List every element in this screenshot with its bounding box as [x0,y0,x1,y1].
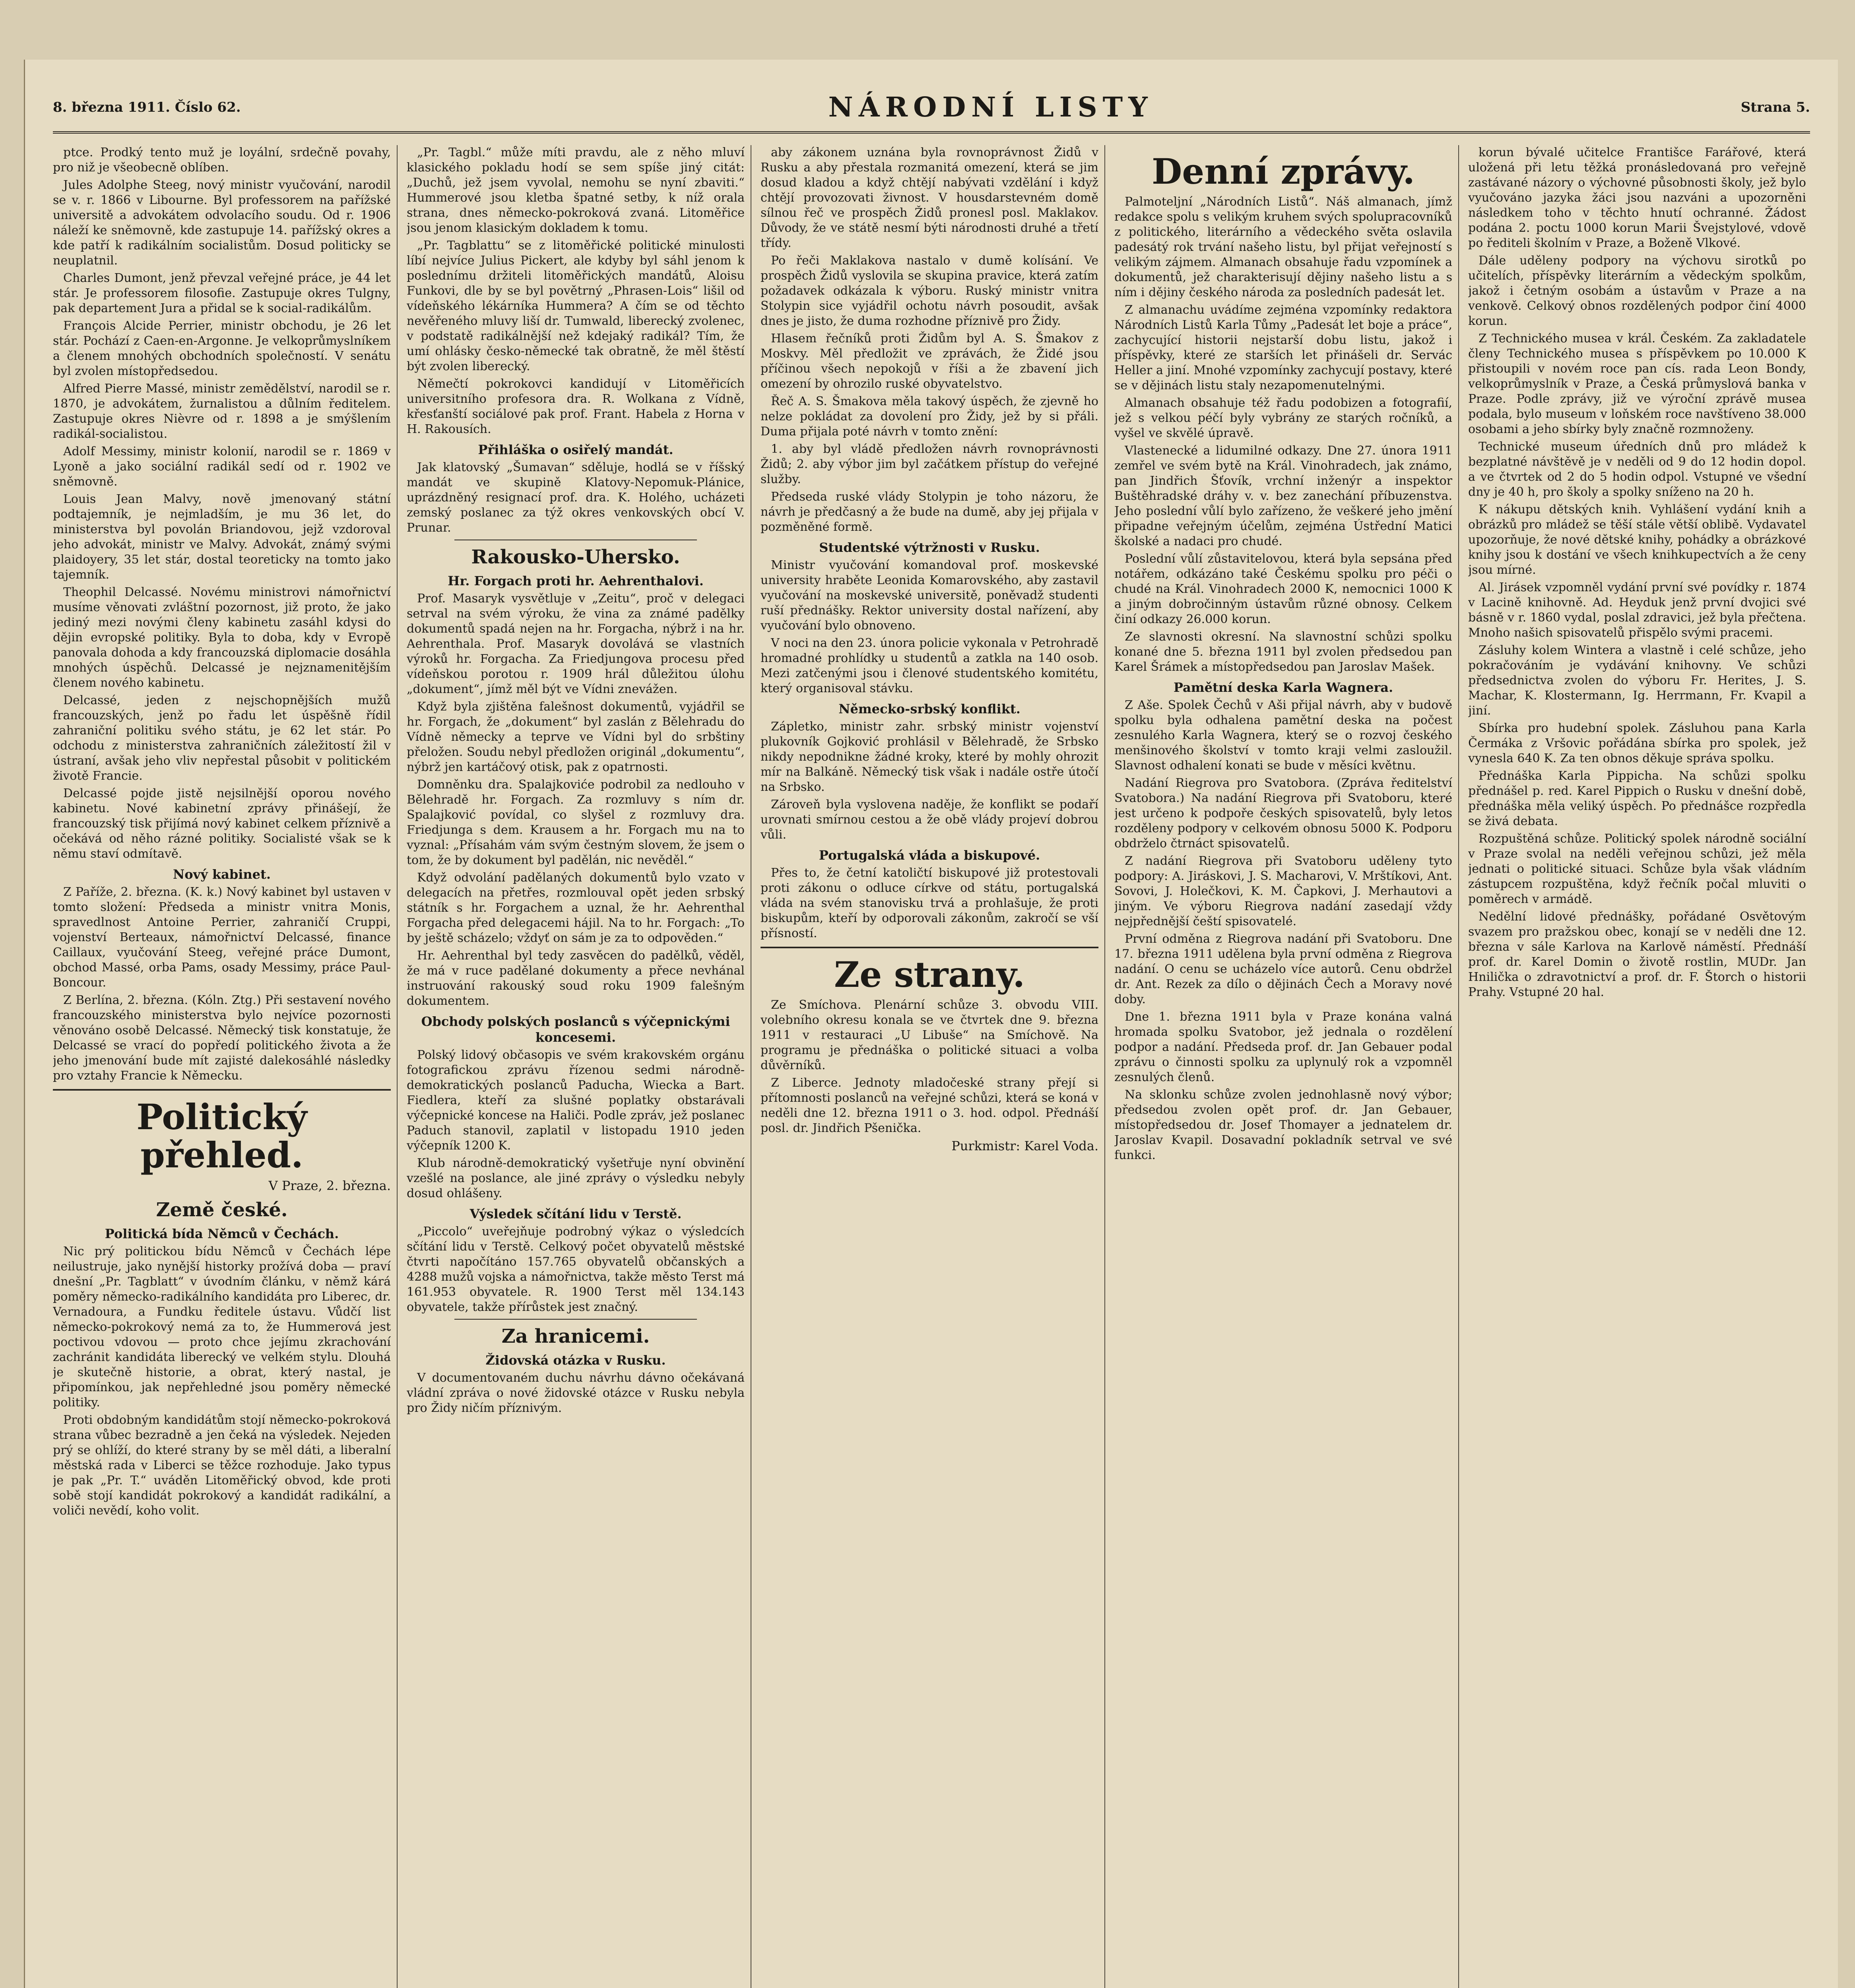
article-heading: Židovská otázka v Rusku. [485,1353,666,1368]
article-heading: Přihláška o osiřelý mandát. [478,442,673,457]
section-title: Politický přehled. [136,1096,307,1176]
divider [454,1319,697,1320]
paragraph: Polský lidový občasopis ve svém krakovském orgánu fotografickou zprávu řízenou sedmi národně-demokratických poslanců Paducha, Wiecka a Bart. Fiedlera, kteří za slušné poplatky obstarávali výčepnické koncese na Haliči. Podle zpráv, jež poslanec Paduch stanovil, zaplatil v listopadu 1910 jeden výčepník 1200 K. [407,1048,745,1153]
section-heading: Nový kabinet. [173,867,271,882]
article-heading: Portugalská vláda a biskupové. [819,848,1040,863]
paragraph: Sbírka pro hudební spolek. Zásluhou pana Karla Čermáka z Vršovic pořádána sbírka pro spolek, jež vynesla 640 K. Za ten obnos děkuje správa spolku. [1468,721,1806,765]
paragraph: Klub národně-demokratický vyšetřuje nyní obvinění vzešlé na poslance, ale jiné zprávy o výsledku nebyly dosud ohlášeny. [407,1156,745,1200]
paragraph: Delcassé, jeden z nejschopnějších mužů francouzských, jenž po řadu let úspěšně řídil zahraniční politiku svého státu, je 62 let stár. Po odchodu z ministerstva zahraničních záležitostí žil v ústraní, avšak jeho vliv nepřestal působit v politickém životě Francie. [53,693,391,783]
column-4 [1114,145,1452,1988]
paragraph: Nic prý politickou bídu Němců v Čechách lépe neilustruje, jako nynější historky prožívá doba — praví dnešní „Pr. Tagblatt“ v úvodním článku, v němž kárá poměry německo-radikálního kandidáta pro Liberec, dr. Vernadoura, a Fundku ředitele ústavu. Vůdčí list německo-pokrokový nemá za to, že Hummerová jest poctivou vdovou — proto chce jejímu zkrachování zachránit kandidáta liberecký ve velkém stylu. Dlouhá je skutečně historie, a obrat, který nastal, je připomínkou, jak nepřehledné jsou poměry německé politiky. [53,1244,391,1409]
paragraph: „Pr. Tagblattu“ se z litoměřické politické minulosti líbí nejvíce Julius Pickert, ale kdyby byl sáhl jenom k poslednímu držiteli litoměřických mandátů, Aloisu Funkovi, dle by se byl povětrný „Phrasen-Lois“ lišil od vídeňského lékárníka Hummera? A čím se od těchto nevěřeného mluvy liší dr. Tumwald, liberecký zvolenec, v podstatě radikálnější než kdejaký radikál? Tím, že umí ohlásky česko-německé tak obratně, že měl štěstí být zvolen liberecký. [407,239,745,373]
paragraph: Předseda ruské vlády Stolypin je toho názoru, že návrh je předčasný a že bude na dumě, aby jej přijala v pozměněné formě. [761,490,1098,534]
paragraph: Zápletko, ministr zahr. srbský ministr vojenství plukovník Gojković prohlásil v Bělehradě, že Srbsko nikdy nepodnikne žádné kroky, které by mohly ohrozit mír na Balkáně. Německý tisk však i nadále ostře útočí na Srbsko. [761,720,1098,794]
article-heading: Německo-srbský konflikt. [838,701,1021,716]
page-number: Strana 5. [1741,99,1810,115]
column-3 [761,145,1098,1988]
masthead-title: NÁRODNÍ LISTY [828,91,1153,123]
divider [761,947,1098,948]
paragraph: Adolf Messimy, ministr kolonií, narodil se r. 1869 v Lyoně a jako sociální radikál sedí od r. 1902 ve sněmovně. [53,445,391,489]
article-heading: Politická bída Němců v Čechách. [105,1226,339,1241]
paragraph: Zároveň byla vyslovena naděje, že konflikt se podaří urovnati smírnou cestou a že obě vlády projeví dobrou vůli. [761,798,1098,842]
paragraph: Přednáška Karla Pippicha. Na schůzi spolku přednášel p. red. Karel Pippich o Rusku v dnešní době, přednáška měla veliký úspěch. Po přednášce rozpředla se živá debata. [1468,769,1806,828]
dateline: V Praze, 2. března. [268,1178,391,1193]
paragraph: Jak klatovský „Šumavan“ sděluje, hodlá se v říšský mandát ve skupině Klatovy-Nepomuk-Plánice, uprázdněný resignací prof. dra. K. Holého, ucházeti zemský poslanec za týž okres venkovských obcí V. Prunar. [407,460,745,535]
section-title: Denní zprávy. [1151,151,1415,192]
paragraph: Delcassé pojde jistě nejsilnější oporou nového kabinetu. Nové kabinetní zprávy přinášejí, že francouzský tisk přijímá nový kabinet celkem příznivě a očekává od něho rázné politiky. Socialisté však se k němu staví odmítavě. [53,786,391,861]
paragraph: K nákupu dětských knih. Vyhlášení vydání knih a obrázků pro mládež se těší stále větší oblibě. Vydavatel upozorňuje, že nové dětské knihy, pohádky a obrázkové knihy jsou k dostání ve všech knihkupectvích a že ceny jsou mírné. [1468,503,1806,577]
column-rule [1458,145,1459,1988]
paragraph: Z Paříže, 2. března. (K. k.) Nový kabinet byl ustaven v tomto složení: Předseda a ministr vnitra Monis, spravedlnost Antoine Perrier, zahraničí Cruppi, vojenství Berteaux, námořnictví Delcassé, finance Caillaux, vyučování Steeg, veřejné práce Dumont, obchod Massé, orba Pams, osady Messimy, práce Paul-Boncour. [53,885,391,990]
issue-date: 8. března 1911. Číslo 62. [53,99,241,115]
paragraph: Z Aše. Spolek Čechů v Aši přijal návrh, aby v budově spolku byla odhalena pamětní deska na počest zesnulého Karla Wagnera, který se o rozvoj českého menšinového školství v tomto kraji velmi zasloužil. Slavnost odhalení konati se bude v měsíci květnu. [1114,698,1452,773]
paragraph: Dne 1. března 1911 byla v Praze konána valná hromada spolku Svatobor, jež jednala o rozdělení podpor a nadání. Předseda prof. dr. Jan Gebauer podal zprávu o činnosti spolku za uplynulý rok a vzpomněl zesnulých členů. [1114,1010,1452,1084]
paragraph: Hr. Aehrenthal byl tedy zasvěcen do padělků, věděl, že má v ruce padělané dokumenty a přece nevhánal instruování rakouský soud roku 1909 falešným dokumentem. [407,949,745,1008]
paragraph: Domněnku dra. Spalajkoviće podrobil za nedlouho v Bělehradě hr. Forgach. Za rozmluvy s ním dr. Spalajković povídal, co slyšel z rozmluvy dra. Friedjunga s dem. Krausem a hr. Forgach mu na to vyznal: „Přísahám vám svým čestným slovem, že jsem o tom, že by dokument byl padělán, nic nevěděl.“ [407,778,745,867]
paragraph: Z Technického musea v král. Českém. Za zakladatele členy Technického musea s příspěvkem po 10.000 K přistoupili v novém roce pan cís. rada Leon Bondy, velkoprůmyslník v Praze, a Česká průmyslová banka v Praze. Podle zprávy, již ve výroční zprávě musea podala, bylo museum v loňském roce navštíveno 38.000 osobami a jeho sbírky byly značně rozmnoženy. [1468,332,1806,436]
paragraph: Nedělní lidové přednášky, pořádané Osvětovým svazem pro pražskou obec, konají se v neděli dne 12. března v sále Karlova na Karlově náměstí. Přednáší prof. dr. Karel Domin o životě rostlin, MUDr. Jan Hnilička o zdravotnictví a prof. dr. F. Štorch o historii Prahy. Vstupné 20 hal. [1468,910,1806,999]
column-1 [53,145,391,1988]
column-2 [407,145,745,1988]
paragraph: Němečtí pokrokovci kandidují v Litoměřicích universitního profesora dra. R. Wolkana z Vídně, křesťanští sociálové pak prof. Frant. Habela z Horna v H. Rakousích. [407,377,745,436]
page-header [53,83,1810,134]
newspaper-page [24,60,1838,1988]
article-heading: Studentské výtržnosti v Rusku. [819,540,1040,555]
section-title: Rakousko-Uhersko. [471,546,680,568]
paragraph: Z nadání Riegrova při Svatoboru uděleny tyto podpory: A. Jiráskovi, J. S. Macharovi, V. Mrštíkovi, Ant. Sovovi, J. Holečkovi, K. M. Čapkovi, J. Merhautovi a jiným. Ve výboru Riegrova nadání zasedají vždy nejpřednější čeští spisovatelé. [1114,854,1452,928]
paragraph: Řeč A. S. Šmakova měla takový úspěch, že zjevně ho nelze pokládat za dovolení pro Židy, jež by si přáli. Duma přijala poté návrh v tomto znění: [761,394,1098,439]
article-heading: Pamětní deska Karla Wagnera. [1173,680,1393,695]
paragraph: Když byla zjištěna falešnost dokumentů, vyjádřil se hr. Forgach, že „dokument“ byl zaslán z Bělehradu do Vídně německy a teprve ve Vídni byl do srbštiny přeložen. Soudu nebyl předložen originál „dokumentu“, nýbrž jen kartáčový otisk, pak z opatrnosti. [407,700,745,774]
paragraph: Al. Jirásek vzpomněl vydání první své povídky r. 1874 v Lacině knihovně. Ad. Heyduk jenž první dvojici své básně v r. 1860 vydal, poslal zdravici, jež byla přečtena. Mnoho našich spisovatelů přispělo svými pracemi. [1468,580,1806,640]
paragraph: Po řeči Maklakova nastalo v dumě kolísání. Ve prospěch Židů vyslovila se skupina pravice, která zatím požadavek odkázala k výboru. Ruský ministr vnitra Stolypin sice vyjádřil ochotu návrh posoudit, avšak dnes je jisto, že duma rozhodne příznivě pro Židy. [761,254,1098,328]
paragraph: Nadání Riegrova pro Svatobora. (Zpráva ředitelství Svatobora.) Na nadání Riegrova při Svatoboru, které jest určeno k podpoře českých spisovatelů, byly letos rozděleny podpory v celkovém obnosu 5000 K. Podporu obdrželo čtrnáct spisovatelů. [1114,776,1452,850]
paragraph: Přes to, že četní katoličtí biskupové již protestovali proti zákonu o odluce církve od státu, portugalská vláda na svém stanovisku trvá a prohlašuje, že proti biskupům, kteří by odporovali zákonům, zakročí se vší přísností. [761,866,1098,940]
paragraph: Ze Smíchova. Plenární schůze 3. obvodu VIII. volebního okresu konala se ve čtvrtek dne 9. března 1911 v restauraci „U Libuše“ na Smíchově. Na programu je přednáška o politické situaci a volba důvěrníků. [761,998,1098,1072]
paragraph: „Piccolo“ uveřejňuje podrobný výkaz o výsledcích sčítání lidu v Terstě. Celkový počet obyvatelů městské čtvrti napočítáno 157.765 obyvatelů občanských a 4288 mužů vojska a námořnictva, takže město Terst má 161.953 obyvatele. R. 1900 Terst měl 134.143 obyvatele, takže přírůstek jest značný. [407,1225,745,1314]
column-rule [1104,145,1105,1988]
signature: Purkmistr: Karel Voda. [951,1138,1098,1153]
paragraph: François Alcide Perrier, ministr obchodu, je 26 let stár. Pochází z Caen-en-Argonne. Je velkoprůmyslníkem a členem mnohých obchodních společností. V senátu byl zvolen místopředsedou. [53,319,391,378]
paragraph: První odměna z Riegrova nadání při Svatoboru. Dne 17. března 1911 udělena byla první odměna z Riegrova nadání. O cenu se ucházelo více autorů. Cenu obdržel dr. Ant. Rezek za dílo o dějinách Čech a Moravy nové doby. [1114,932,1452,1006]
paragraph: Theophil Delcassé. Novému ministrovi námořnictví musíme věnovati zvláštní pozornost, již proto, že jako jediný mezi novými členy kabinetu zasáhl kdysi do dějin evropské politiky. Byla to doba, kdy v Evropě panovala dohoda a kdy francouzská diplomacie dosáhla mnohých úspěchů. Delcassé je nejznamenitějším členem nového kabinetu. [53,585,391,690]
paragraph: Rozpuštěná schůze. Politický spolek národně sociální v Praze svolal na neděli veřejnou schůzi, jež měla jednati o politické situaci. Schůze byla však vládním zástupcem rozpuštěna, když řečník počal mluviti o poměrech v armádě. [1468,832,1806,906]
article-heading: Výsledek sčítání lidu v Terstě. [470,1206,682,1221]
paragraph: V noci na den 23. února policie vykonala v Petrohradě hromadné prohlídky u studentů a zatkla na 140 osob. Mezi zatčenými jsou i členové studentského komitétu, který organisoval stávku. [761,636,1098,695]
paragraph: korun bývalé učitelce Františce Farářové, která uložená při letu těžká pronásledovaná pro veřejně zastávané názory o výchovné působnosti školy, jež bylo vyučováno jazyka žáci jsou nazváni a upozorněni následkem toho v těchto hnutí ochranné. Žádost podána 2. poctu 1000 korun Marii Švejstylové, vdově po řediteli školním v Praze, a Boženě Vlkové. [1468,146,1806,250]
paragraph: Z almanachu uvádíme zejména vzpomínky redaktora Národních Listů Karla Tůmy „Padesát let boje a práce“, zachycující historii nejstarší dobu listu, jakož i příspěvky, které ze starších let přinášeli dr. Servác Heller a jiní. Mnohé vzpomínky zachycují postavy, které se v dějinách listu staly nezapomenutelnými. [1114,303,1452,392]
paragraph: Vlastenecké a lidumilné odkazy. Dne 27. února 1911 zemřel ve svém bytě na Král. Vinohradech, jak známo, pan Jindřich Šťovík, vrchní inženýr a inspektor Buštěhradské dráhy v. v. bez zanechání příbuzenstva. Jeho poslední vůlí bylo zařízeno, že veškeré jeho jmění připadne veřejným účelům, zejména Ústřední Matici školské a nadaci pro chudé. [1114,444,1452,548]
paragraph: Když odvolání padělaných dokumentů bylo vzato v delegacích na přetřes, rozmlouval opět jeden srbský státník s hr. Forgachem a uznal, že hr. Aehrenthal Forgacha před delegacemi hájil. Na to hr. Forgach: „To by ještě scházelo; vždyť on sám je za to odpověden.“ [407,871,745,945]
section-title: Za hranicemi. [501,1325,650,1347]
article-heading: Obchody polských poslanců s výčepnickými koncesemi. [421,1014,730,1045]
paragraph: Z Berlína, 2. března. (Kóln. Ztg.) Při sestavení nového francouzského ministerstva bylo nejvíce pozornosti věnováno osobě Delcassé. Německý tisk konstatuje, že Delcassé se vrací do popředí politického života a že jeho jmenování bude mít zajisté dalekosáhlé následky pro vztahy Francie k Německu. [53,993,391,1083]
paragraph: Hlasem řečníků proti Židům byl A. S. Šmakov z Moskvy. Měl předložit ve zprávách, že Židé jsou příčinou všech nepokojů v říši a že zbavení jich omezení by ohrozilo ruské obyvatelstvo. [761,332,1098,391]
paragraph: Ze slavnosti okresní. Na slavnostní schůzi spolku konané dne 5. března 1911 byl zvolen předsedou pan Karel Šrámek a místopředsedou pan Jaroslav Mašek. [1114,630,1452,674]
paragraph: Na sklonku schůze zvolen jednohlasně nový výbor; předsedou zvolen opět prof. dr. Jan Gebauer, místopředsedou dr. Josef Thomayer a jednatelem dr. Jaroslav Kvapil. Dosavadní pokladník setrval ve své funkci. [1114,1088,1452,1162]
column-rule [397,145,398,1988]
paragraph: „Pr. Tagbl.“ může míti pravdu, ale z něho mluví klasického pokladu hodí se sem spíše jiný citát: „Duchů, jež jsem vyvolal, nemohu se nyní zbaviti.“ Hummerové jsou kletba špatné setby, k níž orala strana, dnes německo-pokroková zvaná. Litoměřice jsou jenom klasickým dokladem k tomu. [407,146,745,235]
paragraph: Z Liberce. Jednoty mladočeské strany přejí si přítomnosti poslanců na veřejné schůzi, která se koná v neděli dne 12. března 1911 o 3. hod. odpol. Přednáší posl. dr. Jindřich Pšenička. [761,1076,1098,1135]
paragraph: Ministr vyučování komandoval prof. moskevské university hraběte Leonida Komarovského, aby zastavil vyučování na moskevské universitě, poněvadž studenti ruší přednášky. Rektor university dostal nařízení, aby vyučování bylo obnoveno. [761,558,1098,633]
paragraph: Jules Adolphe Steeg, nový ministr vyučování, narodil se v. r. 1866 v Libourne. Byl professorem na pařížské universitě a advokátem odvolacího soudu. Od r. 1906 náleží ke sněmovně, kde zastupuje 14. pařížský okres a kde patří k radikálním socialistům. Dosud politicky se neuplatnil. [53,178,391,268]
paragraph: Prof. Masaryk vysvětluje v „Zeitu“, proč v delegaci setrval na svém výroku, že vina za známé padělky dokumentů spadá nejen na hr. Forgacha, nýbrž i na hr. Aehrenthala. Prof. Masaryk dovolává se vlastních výroků hr. Forgacha. Za Friedjungova procesu před vídeňskou porotou r. 1909 hrál důležitou úlohu „dokument“, jímž měl být ve Vídni znevážen. [407,592,745,696]
paragraph: Palmoteljní „Národních Listů“. Náš almanach, jímž redakce spolu s velikým kruhem svých spolupracovníků z politického, literárního a vědeckého světa oslavila padesátý rok trvání našeho listu, byl přijat veřejností s velikým zájmem. Almanach obsahuje řadu vzpomínek a dokumentů, jež charakterisují dějiny našeho listu a s ním i dějiny českého národa za posledních padesát let. [1114,195,1452,299]
paragraph: aby zákonem uznána byla rovnoprávnost Židů v Rusku a aby přestala rozmanitá omezení, která se jim dosud kladou a když chtějí nabývati vzdělání i když chtějí provozovati živnost. V housdarstevném domě sílnou řeč ve prospěch Židů pronesl posl. Maklakov. Důvody, že ve státě nesmí býti národnosti druhé a třetí třídy. [761,146,1098,250]
paragraph: V documentovaném duchu návrhu dávno očekávaná vládní zpráva o nové židovské otázce v Rusku nebyla pro Židy ničím příznivým. [407,1371,745,1415]
paragraph: Technické museum úředních dnů pro mládež k bezplatné návštěvě je v neděli od 9 do 12 hodin dopol. a ve čtvrtek od 2 do 5 hodin odpol. Vstupné ve všední dny je 40 h, pro školy a spolky sníženo na 20 h. [1468,440,1806,499]
paragraph: Almanach obsahuje též řadu podobizen a fotografií, jež s velkou péčí byly vybrány ze starých ročníků, a vyšel ve skvělé úpravě. [1114,396,1452,440]
article-heading: Hr. Forgach proti hr. Aehrenthalovi. [448,573,704,588]
paragraph: Poslední vůlí zůstavitelovou, která byla sepsána před notářem, odkázáno také Českému spolku pro péči o chudé na Král. Vinohradech 2000 K, nemocnici 1000 K a jiným dobročinným ústavům různé obnosy. Celkem činí odkazy 26.000 korun. [1114,552,1452,626]
paragraph: Zásluhy kolem Wintera a vlastně i celé schůze, jeho pokračováním je vydávání knihovny. Ve schůzi předsednictva zvolen do výboru Fr. Herites, J. S. Machar, K. Klostermann, Ig. Herrmann, Fr. Kvapil a jiní. [1468,643,1806,718]
column-5 [1468,145,1806,1988]
paragraph: Dále uděleny podpory na výchovu sirotků po učitelích, příspěvky literárním a vědeckým spolkům, jakož i četným osobám a ústavům v Praze a na venkově. Celkový obnos rozdělených podpor činí 4000 korun. [1468,254,1806,328]
section-title: Ze strany. [834,954,1025,995]
paragraph: Proti obdobným kandidátům stojí německo-pokroková strana vůbec bezradně a jen čeká na výsledek. Nejeden prý se ohlíží, do které strany by se měl dáti, a liberalní městská rada v Liberci se těžce rozhoduje. Jako typus je pak „Pr. T.“ uváděn Litoměřický obvod, kde proti sobě stojí kandidát pokrokový a kandidát radikální, a voliči nevědí, koho volit. [53,1413,391,1518]
paragraph: Louis Jean Malvy, nově jmenovaný státní podtajemník, je nejmladším, je mu 36 let, do ministerstva byl povolán Briandovou, jejž vzdoroval jeho advokát, ministr ve Malvy. Advokát, známý svými plaidoyery, 35 let stár, dostal teoreticky na tomto jako tajemník. [53,492,391,582]
paragraph: Alfred Pierre Massé, ministr zemědělství, narodil se r. 1870, je advokátem, žurnalistou a důlním ředitelem. Zastupuje okres Nièvre od r. 1898 a je smýšlením radikál-socialistou. [53,382,391,441]
divider [53,1089,391,1091]
subsection-title: Země české. [156,1199,288,1221]
paragraph: ptce. Prodký tento muž je loyální, srdečně povahy, pro niž je všeobecně oblíben. [53,146,391,175]
paragraph: 1. aby byl vládě předložen návrh rovnoprávnosti Židů; 2. aby výbor jim byl začátkem přístup do veřejné služby. [761,442,1098,486]
paragraph: Charles Dumont, jenž převzal veřejné práce, je 44 let stár. Je professorem filosofie. Zastupuje okres Tulgny, pak departement Jura a přidal se k social-radikálům. [53,271,391,315]
